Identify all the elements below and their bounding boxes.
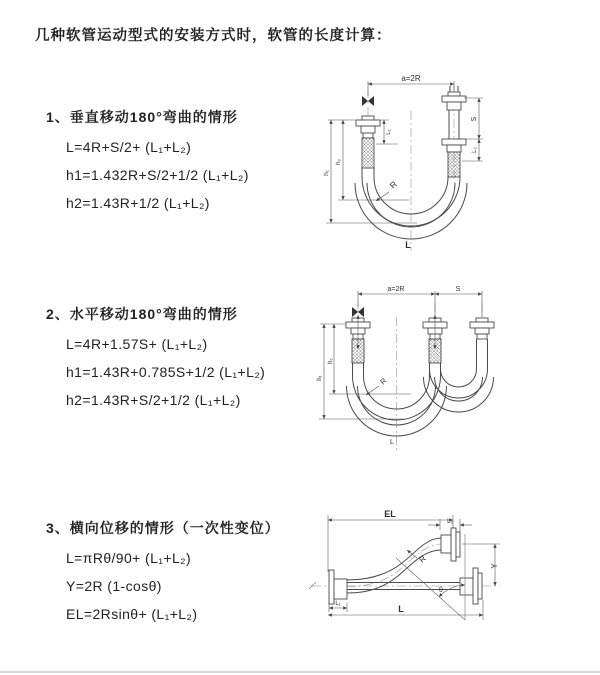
page-bottom-rule: [0, 671, 600, 673]
hose-s-curve: [347, 538, 441, 593]
label-r: R: [378, 376, 389, 387]
right-flange: [460, 568, 482, 604]
top-displaced-flange: [441, 528, 460, 561]
formula-2-L: L=4R+1.57S+ (L₁+L₂): [66, 336, 208, 352]
dimension-el: [328, 509, 453, 572]
section-horizontal-180: [46, 304, 346, 408]
dimension-l: [328, 600, 483, 620]
left-flange: [356, 116, 380, 138]
label-h1: h₁: [323, 170, 330, 176]
formula-3-Y: Y=2R (1-cosθ): [66, 578, 162, 594]
label-h2: h₂: [328, 358, 334, 364]
section-2-heading: 2、水平移动180°弯曲的情形: [46, 306, 238, 322]
formula-2-h2: h2=1.43R+S/2+1/2 (L₁+L₂): [66, 392, 241, 408]
dimension-a2r: [368, 74, 454, 96]
radius-callout: [366, 376, 389, 395]
label-h1: h₁: [317, 375, 323, 381]
label-l1: L₁: [386, 129, 392, 135]
formula-3-EL: EL=2Rsinθ+ (L₁+L₂): [66, 606, 198, 622]
page-title: 几种软管运动型式的安装方式时，软管的长度计算：: [35, 28, 392, 44]
label-h2: h₂: [335, 158, 342, 166]
label-l-bottom: L: [390, 439, 394, 446]
section-3-heading: 3、横向位移的情形（一次性变位）: [46, 520, 280, 536]
section-1-heading: 1、垂直移动180°弯曲的情形: [46, 109, 238, 125]
diagram-horizontal-180-u-bend: [308, 281, 580, 463]
label-el: EL: [384, 509, 396, 519]
section-vertical-180: [46, 107, 346, 211]
dimension-a2r-s: [358, 286, 482, 317]
label-s: S: [455, 286, 461, 293]
dimension-s: [464, 98, 483, 139]
label-s: S: [471, 116, 478, 122]
radius-callout: [407, 550, 428, 565]
label-l2-top: L₂: [447, 519, 453, 525]
label-a2r: a=2R: [387, 286, 405, 293]
left-braid-section: [362, 138, 374, 168]
diagram-vertical-180-u-bend: [312, 71, 578, 257]
formula-2-h1: h1=1.43R+0.785S+1/2 (L₁+L₂): [66, 364, 266, 380]
label-r: R: [417, 553, 428, 565]
formula-1-h2: h2=1.43R+1/2 (L₁+L₂): [66, 195, 210, 211]
diagram-lateral-displacement: [300, 502, 600, 660]
right-flange: [470, 318, 494, 339]
label-l1-bottom: L₁: [335, 601, 341, 607]
label-l-bottom: L: [398, 604, 404, 614]
left-flange: [329, 570, 347, 604]
label-y: Y: [490, 563, 499, 569]
radius-callout: [376, 179, 399, 201]
label-a2r: a=2R: [401, 74, 421, 83]
right-lower-flange: [442, 139, 466, 152]
label-l2: L₂: [472, 147, 478, 153]
hose-u-bends: [347, 363, 494, 436]
right-braid-section: [448, 152, 460, 177]
dimension-l2-top: [428, 519, 472, 532]
formula-1-h1: h1=1.432R+S/2+1/2 (L₁+L₂): [66, 167, 249, 183]
formula-1-L: L=4R+S/2+ (L₁+L₂): [66, 139, 192, 155]
formula-3-L: L=πRθ/90+ (L₁+L₂): [66, 550, 192, 566]
label-r: R: [387, 178, 399, 191]
label-l-bottom: L: [405, 240, 411, 250]
label-theta: θ: [439, 587, 443, 594]
